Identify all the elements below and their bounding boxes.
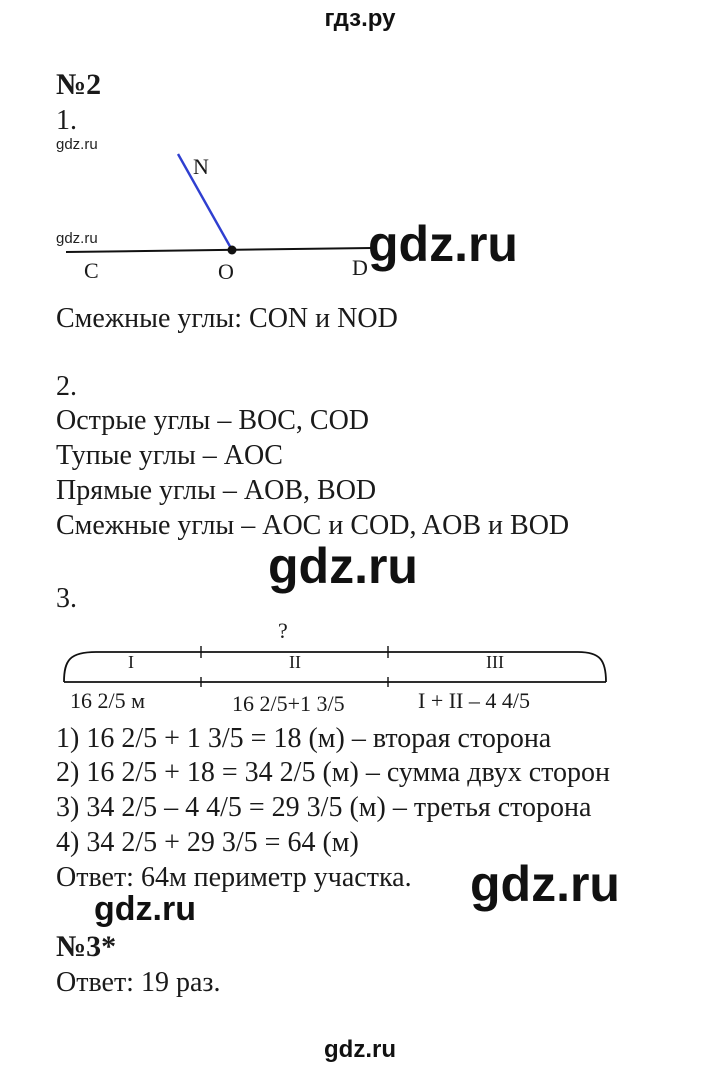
segment-diagram [0, 610, 720, 722]
task-3-heading: №3* [56, 930, 117, 963]
segment-value-3: I + II – 4 4/5 [418, 688, 530, 713]
label-d: D [352, 255, 368, 280]
task-2-heading: №2 [56, 68, 102, 101]
segment-label-1: I [128, 652, 134, 672]
solution-step: 1) 16 2/5 + 1 3/5 = 18 (м) – вторая сторона [56, 723, 552, 754]
label-c: C [84, 258, 99, 283]
part-2-line: Тупые углы – AOC [56, 440, 283, 471]
watermark-large: gdz.ru [368, 216, 518, 272]
watermark-large: gdz.ru [470, 856, 620, 912]
site-header[interactable]: гдз.ру [324, 5, 396, 32]
part-2-line: Смежные углы – AOC и COD, AOB и BOD [56, 510, 570, 541]
part-2-label: 2. [56, 371, 77, 402]
label-n: N [193, 154, 209, 179]
watermark-small: gdz.ru [56, 136, 98, 153]
point-o [228, 246, 237, 255]
site-footer[interactable]: gdz.ru [324, 1036, 396, 1063]
solution-step: 2) 16 2/5 + 18 = 34 2/5 (м) – сумма двух сторон [56, 757, 610, 788]
part-2-line: Острые углы – BOC, COD [56, 405, 370, 436]
total-bracket [64, 652, 606, 682]
solution-step: 3) 34 2/5 – 4 4/5 = 29 3/5 (м) – третья сторона [56, 792, 592, 823]
watermark-large: gdz.ru [268, 538, 418, 594]
segment-value-2: 16 2/5+1 3/5 [232, 691, 345, 716]
part-3-label: 3. [56, 583, 77, 614]
total-question: ? [278, 618, 288, 643]
part-1-label: 1. [56, 105, 77, 136]
watermark-medium: gdz.ru [94, 890, 196, 928]
part-3-answer: Ответ: 64м периметр участка. [56, 862, 412, 893]
line-cd [66, 248, 372, 252]
solution-step: 4) 34 2/5 + 29 3/5 = 64 (м) [56, 827, 359, 858]
label-o: O [218, 259, 234, 284]
part-2-line: Прямые углы – AOB, BOD [56, 475, 377, 506]
watermark-small: gdz.ru [56, 230, 98, 247]
task-3-answer: Ответ: 19 раз. [56, 967, 221, 998]
segment-label-3: III [486, 652, 504, 672]
segment-value-1: 16 2/5 м [70, 688, 146, 713]
part-1-answer: Смежные углы: CON и NOD [56, 303, 398, 334]
segment-label-2: II [289, 652, 301, 672]
